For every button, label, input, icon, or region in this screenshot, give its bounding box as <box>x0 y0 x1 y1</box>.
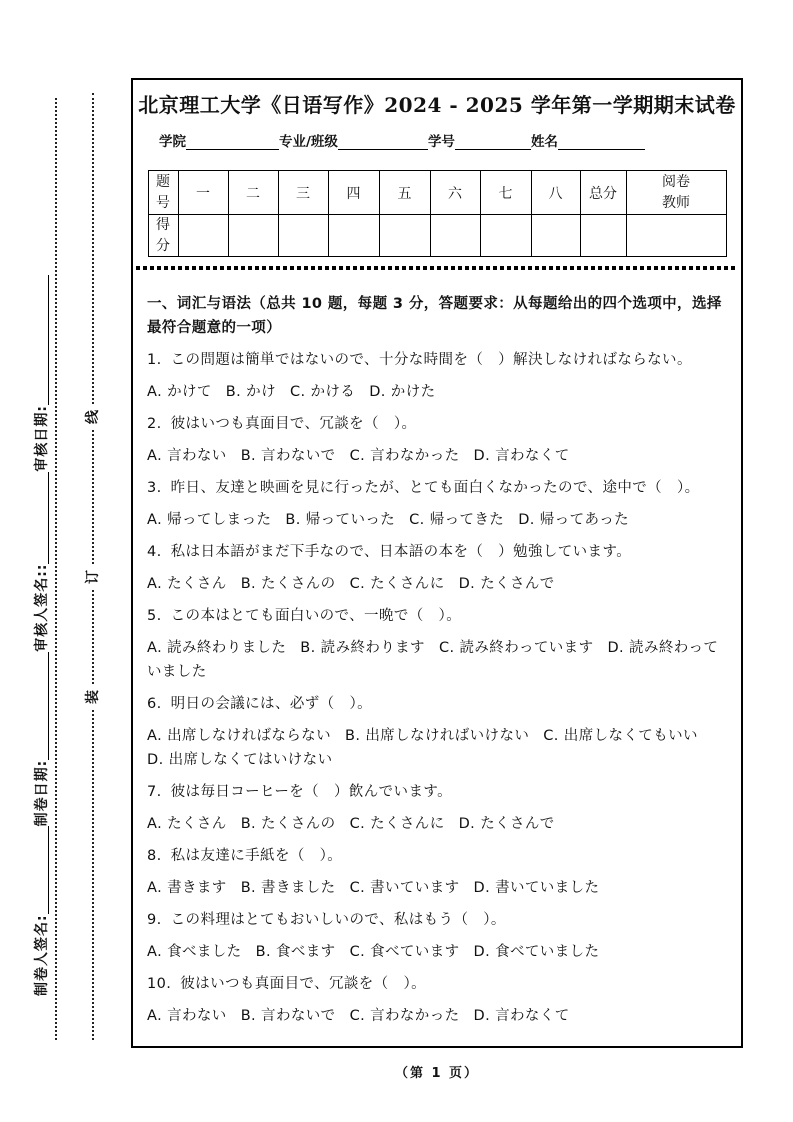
question-block <box>147 604 728 684</box>
answer-option: A. たくさん <box>147 816 227 832</box>
question-stem <box>147 476 728 500</box>
score-table-corner: 题号 <box>148 171 178 215</box>
question-stem <box>147 412 728 436</box>
question-number: 3. <box>147 480 162 496</box>
answer-option: D. 帰ってあった <box>518 512 630 528</box>
score-col-1: 一 <box>178 171 228 215</box>
student-info-row <box>159 133 723 150</box>
question-number: 8. <box>147 848 162 864</box>
answer-option: B. 読み終わります <box>300 640 425 656</box>
binding-dotted-line <box>55 98 57 1040</box>
question-text: 彼はいつも真面目で、冗談を（ ）。 <box>180 976 427 992</box>
maker-date-label: 制卷日期: <box>34 759 50 827</box>
answer-option: D. かけた <box>369 384 436 400</box>
score-cell <box>430 215 480 257</box>
answer-option: C. たくさんに <box>349 576 445 592</box>
student-id-label: 学号 <box>427 134 455 150</box>
college-blank <box>186 133 279 150</box>
question-block <box>147 476 728 532</box>
answer-option: A. 言わない <box>147 448 227 464</box>
question-text: 彼は毎日コーヒーを（ ）飲んでいます。 <box>170 784 452 800</box>
answer-option: C. 書いています <box>349 880 460 896</box>
question-text: 昨日、友達と映画を見に行ったが、とても面白くなかったので、途中で（ ）。 <box>170 480 700 496</box>
name-blank <box>558 133 645 150</box>
answer-option: B. かけ <box>225 384 276 400</box>
answer-option: D. たくさんで <box>458 576 555 592</box>
answer-option: C. 出席しなくてもいい <box>543 728 698 744</box>
score-cell <box>379 215 430 257</box>
question-number: 1. <box>147 352 162 368</box>
question-stem <box>147 780 728 804</box>
question-stem <box>147 604 728 628</box>
score-cell-total <box>580 215 626 257</box>
question-number: 6. <box>147 696 162 712</box>
answer-option: A. 食べました <box>147 944 242 960</box>
score-col-2: 二 <box>228 171 278 215</box>
review-date-blank <box>33 275 49 405</box>
question-text: 私は日本語がまだ下手なので、日本語の本を（ ）勉強しています。 <box>170 544 632 560</box>
answer-option: B. 言わないで <box>240 1008 336 1024</box>
question-block <box>147 780 728 836</box>
answer-option: C. 言わなかった <box>349 1008 460 1024</box>
question-stem <box>147 348 728 372</box>
question-text: 彼はいつも真面目で、冗談を（ ）。 <box>170 416 417 432</box>
answer-option: A. たくさん <box>147 576 227 592</box>
question-options <box>147 724 728 772</box>
question-text: この問題は簡単ではないので、十分な時間を（ ）解決しなければならない。 <box>170 352 692 368</box>
exam-paper-frame <box>131 78 743 1048</box>
answer-option: C. 帰ってきた <box>409 512 505 528</box>
question-block <box>147 844 728 900</box>
question-options <box>147 1004 728 1028</box>
question-text: 私は友達に手紙を（ ）。 <box>170 848 343 864</box>
score-cell <box>278 215 328 257</box>
question-number: 10. <box>147 976 172 992</box>
question-stem <box>147 972 728 996</box>
question-options <box>147 636 728 684</box>
answer-option: A. 読み終わりました <box>147 640 287 656</box>
answer-option: A. 帰ってしまった <box>147 512 272 528</box>
score-cell <box>328 215 379 257</box>
dotted-divider <box>136 266 738 270</box>
answer-option: C. 読み終わっています <box>438 640 594 656</box>
maker-signature-blank <box>33 826 49 914</box>
binding-char-zhuang: 装 <box>80 685 106 709</box>
question-block <box>147 972 728 1028</box>
student-id-blank <box>455 133 531 150</box>
score-col-4: 四 <box>328 171 379 215</box>
binding-char-xian: 线 <box>80 405 106 429</box>
reviewer-signature-blank <box>33 472 49 564</box>
score-cell <box>531 215 580 257</box>
answer-option: D. 言わなくて <box>473 1008 570 1024</box>
score-col-7: 七 <box>480 171 531 215</box>
answer-option: A. 言わない <box>147 1008 227 1024</box>
answer-option: C. 言わなかった <box>349 448 460 464</box>
major-class-blank <box>338 133 428 150</box>
question-number: 9. <box>147 912 162 928</box>
answer-option: B. 言わないで <box>240 448 336 464</box>
question-options <box>147 380 728 404</box>
score-cell-grader <box>626 215 726 257</box>
section-heading: 一、词汇与语法（总共 10 题，每题 3 分，答题要求：从每题给出的四个选项中，选择最符合题意的一项） <box>147 296 722 336</box>
question-number: 2. <box>147 416 162 432</box>
answer-option: D. 食べていました <box>473 944 600 960</box>
question-options <box>147 444 728 468</box>
question-list <box>147 348 728 1028</box>
answer-option: A. 書きます <box>147 880 227 896</box>
reviewer-signature-label: 审核人签名:: <box>34 563 50 652</box>
page-number: （第 1 页） <box>394 1066 480 1081</box>
score-cell <box>480 215 531 257</box>
name-label: 姓名 <box>530 134 558 150</box>
score-cell <box>228 215 278 257</box>
answer-option: D. 書いていました <box>473 880 600 896</box>
question-options <box>147 572 728 596</box>
question-text: 明日の会議には、必ず（ ）。 <box>170 696 372 712</box>
question-block <box>147 412 728 468</box>
answer-option: C. かける <box>289 384 356 400</box>
exam-title: 北京理工大学《日语写作》2024 - 2025 学年第一学期期末试卷 <box>138 93 736 117</box>
college-label: 学院 <box>159 134 186 150</box>
review-date-label: 审核日期: <box>34 404 50 472</box>
question-text: この料理はとてもおいしいので、私はもう（ ）。 <box>170 912 506 928</box>
question-number: 4. <box>147 544 162 560</box>
score-col-5: 五 <box>379 171 430 215</box>
answer-option: A. かけて <box>147 384 212 400</box>
score-col-8: 八 <box>531 171 580 215</box>
question-stem <box>147 540 728 564</box>
answer-option: D. 出席しなくてはいけない <box>147 752 333 768</box>
score-table <box>148 170 727 257</box>
question-options <box>147 876 728 900</box>
score-col-3: 三 <box>278 171 328 215</box>
question-section <box>147 292 728 1028</box>
score-col-grader: 阅卷教师 <box>626 171 726 215</box>
question-block <box>147 908 728 964</box>
question-stem <box>147 844 728 868</box>
question-block <box>147 348 728 404</box>
answer-option: C. 食べています <box>349 944 460 960</box>
question-block <box>147 692 728 772</box>
question-options <box>147 812 728 836</box>
question-stem <box>147 692 728 716</box>
answer-option: B. たくさんの <box>240 576 336 592</box>
answer-option: B. 出席しなければいけない <box>344 728 530 744</box>
question-text: この本はとても面白いので、一晩で（ ）。 <box>170 608 462 624</box>
score-col-6: 六 <box>430 171 480 215</box>
score-cell <box>178 215 228 257</box>
answer-option: D. たくさんで <box>458 816 555 832</box>
maker-date-blank <box>33 652 49 760</box>
answer-option: B. 帰っていった <box>285 512 396 528</box>
answer-option: B. 書きました <box>240 880 336 896</box>
binding-char-ding: 订 <box>80 565 106 589</box>
score-col-total: 总分 <box>580 171 626 215</box>
answer-option: D. 言わなくて <box>473 448 570 464</box>
margin-signature-labels <box>26 126 56 996</box>
question-stem <box>147 908 728 932</box>
question-block <box>147 540 728 596</box>
major-class-label: 专业/班级 <box>279 134 338 150</box>
maker-signature-label: 制卷人签名: <box>34 914 50 996</box>
score-row-label: 得分 <box>148 215 178 257</box>
question-number: 7. <box>147 784 162 800</box>
question-options <box>147 508 728 532</box>
question-options <box>147 940 728 964</box>
answer-option: B. たくさんの <box>240 816 336 832</box>
answer-option: B. 食べます <box>255 944 336 960</box>
answer-option: A. 出席しなければならない <box>147 728 331 744</box>
answer-option: C. たくさんに <box>349 816 445 832</box>
question-number: 5. <box>147 608 162 624</box>
answer-option: D. 読み終わっていました <box>147 640 719 680</box>
